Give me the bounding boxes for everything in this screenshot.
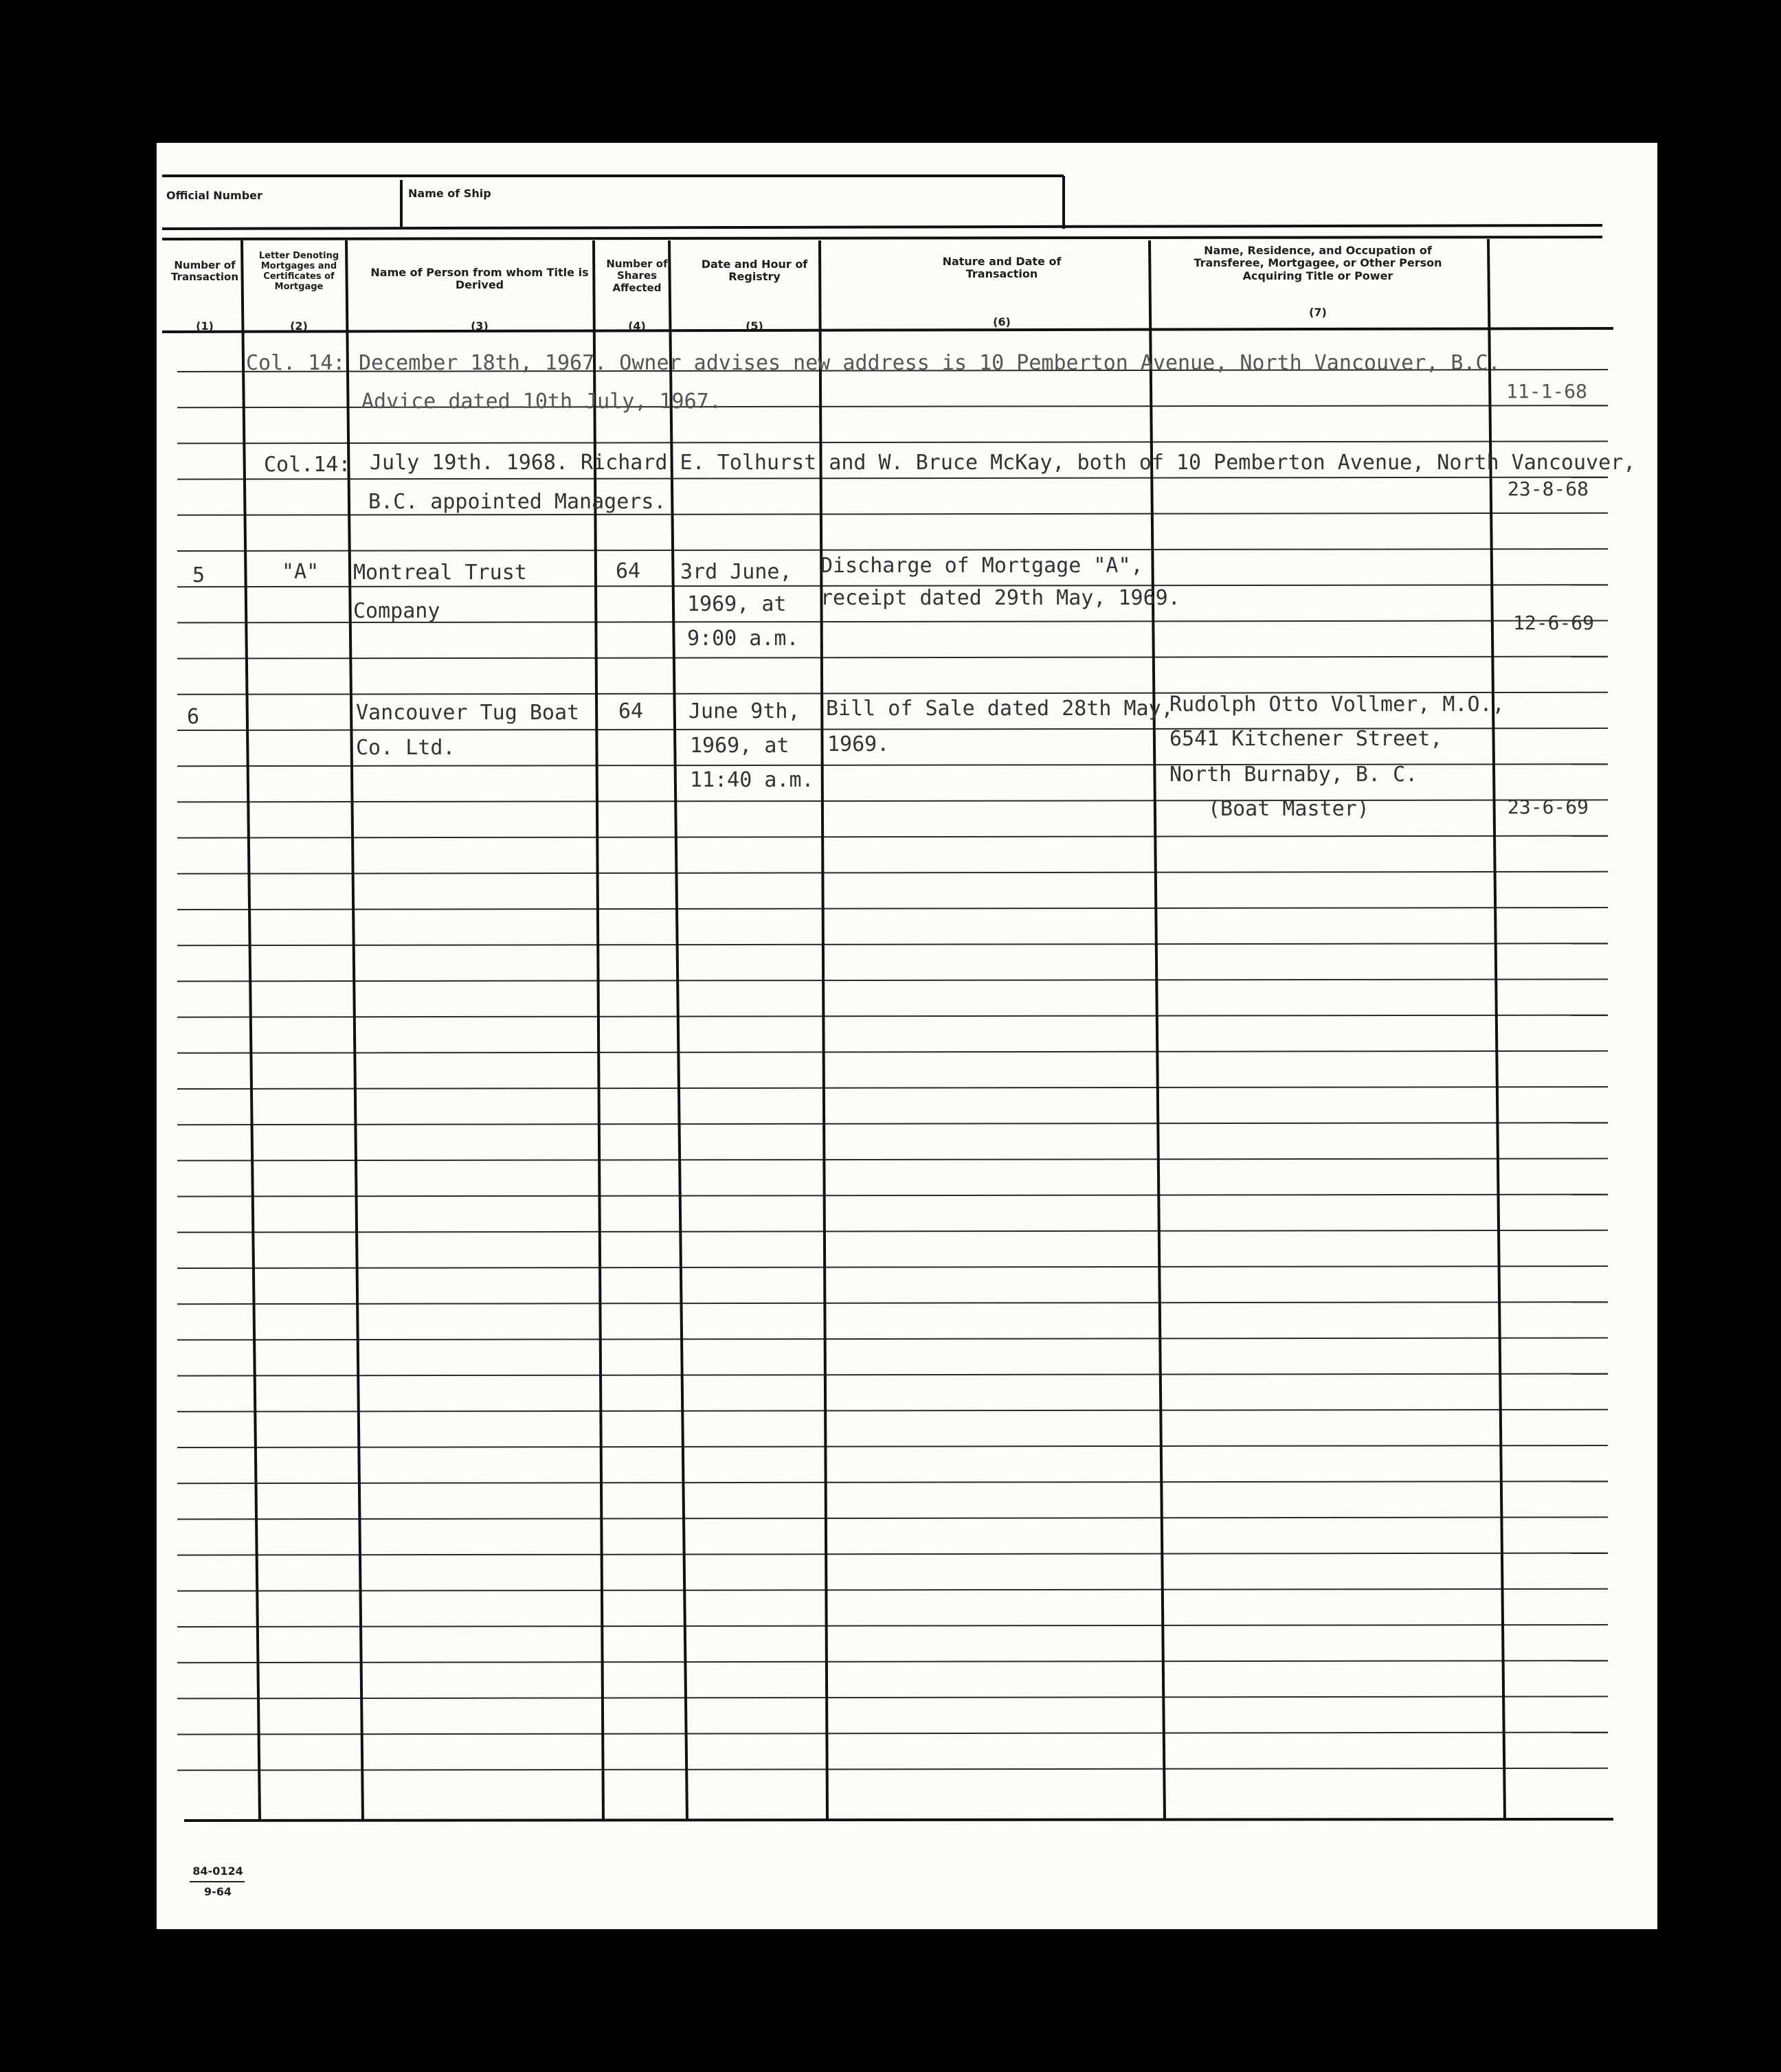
ruled-line [177,800,1608,802]
t6-number: 6 [187,705,200,729]
t5-registry-line3: 9:00 a.m. [687,627,799,651]
register-sheet [157,143,1657,1929]
note2-date: 23-8-68 [1508,477,1589,500]
note2-line1: July 19th. 1968. Richard E. Tolhurst and W. Bruce McKay, both of 10 Pemberton Avenue, North Vancouver, [370,451,1636,475]
t6-registry-line1: June 9th, [688,699,800,723]
ruled-line [177,979,1608,981]
ruled-line [177,1158,1608,1160]
official-number-label: Official Number [166,189,262,202]
t5-from-line1: Montreal Trust [353,561,527,585]
t6-nature-line1: Bill of Sale dated 28th May, [826,697,1174,721]
t5-registry-line2: 1969, at [687,592,787,616]
ruled-line [177,1660,1608,1663]
ruled-line [177,657,1608,659]
form-number: 84-0124 [192,1865,243,1878]
col5-header: Date and Hour of Registry [701,258,808,284]
t5-number: 5 [192,563,205,587]
col2-header: Letter Denoting Mortgages and Certificates of Mortgage [258,251,339,292]
ruled-line [177,1087,1608,1089]
ruled-line [177,1230,1608,1232]
ruled-line [177,1302,1608,1304]
ruled-line [177,1625,1608,1627]
ruled-line [177,1266,1608,1268]
col6-number: (6) [993,315,1011,328]
ruled-line [177,1481,1608,1483]
note1-column-ref: Col. 14: [246,351,346,375]
col1-header: Number of Transaction [170,259,239,284]
t5-shares: 64 [616,559,641,583]
form-number-divider [190,1881,245,1882]
ruled-line [177,908,1608,910]
ruled-line [177,943,1608,945]
ruled-line [177,1589,1608,1591]
ruled-line [177,1553,1608,1555]
t6-registry-line3: 11:40 a.m. [690,768,814,792]
ruled-line [177,441,1608,443]
t6-registry-line2: 1969, at [690,734,789,758]
ruled-line [177,477,1608,480]
ruled-line [177,1015,1608,1017]
t5-registry-line1: 3rd June, [680,560,792,584]
ruled-line [177,1195,1608,1197]
t6-transferee-line2: 6541 Kitchener Street, [1169,727,1443,751]
col4-header: Number of Shares Affected [606,258,668,294]
note1-date: 11-1-68 [1506,380,1588,403]
col6-header: Nature and Date of Transaction [942,255,1062,281]
t6-transferee-occupation: (Boat Master) [1208,797,1369,821]
ruled-line [177,1123,1608,1125]
ship-name-label: Name of Ship [408,187,491,200]
col5-number: (5) [746,319,763,333]
col7-header: Name, Residence, and Occupation of Transferee, Mortgagee, or Other Person Acquiring Title or Power [1194,244,1442,282]
note2-column-ref: Col.14: [264,453,351,477]
col3-header: Name of Person from whom Title is Derived [370,266,589,292]
t6-nature-line2: 1969. [827,732,890,756]
t6-shares: 64 [618,699,644,723]
t5-nature-line1: Discharge of Mortgage "A", [820,554,1143,578]
t6-from-line1: Vancouver Tug Boat [356,701,580,725]
t6-from-line2: Co. Ltd. [356,736,456,760]
t5-date: 12-6-69 [1513,611,1595,634]
ruled-line [177,549,1608,551]
ruled-line [177,1517,1608,1519]
col4-number: (4) [628,319,646,333]
t5-mortgage-letter: "A" [282,560,320,584]
ruled-line [177,1768,1608,1770]
col7-number: (7) [1309,306,1327,319]
note2-line2: B.C. appointed Managers. [368,490,667,514]
ruled-line [177,1374,1608,1376]
t6-transferee-line3: North Burnaby, B. C. [1169,763,1418,787]
ruled-line [177,1410,1608,1412]
ruled-line [177,1338,1608,1340]
col1-number: (1) [196,319,214,333]
note1-line2: Advice dated 10th July, 1967. [361,390,721,414]
t5-nature-line2: receipt dated 29th May, 1969. [820,586,1180,610]
ruled-line [177,1445,1608,1448]
col2-number: (2) [290,319,308,333]
ruled-line [177,1733,1608,1735]
ruled-line [177,872,1608,874]
col3-number: (3) [471,319,489,333]
t6-date: 23-6-69 [1508,796,1589,818]
t5-from-line2: Company [353,599,440,623]
ruled-line [177,1051,1608,1053]
t6-transferee-line1: Rudolph Otto Vollmer, M.O., [1169,692,1505,717]
ruled-line [177,836,1608,838]
ruled-line [177,1696,1608,1698]
form-date: 9-64 [203,1885,232,1898]
note1-line1: December 18th, 1967. Owner advises new address is 10 Pemberton Avenue, North Vancouver, B.C. [359,351,1501,375]
